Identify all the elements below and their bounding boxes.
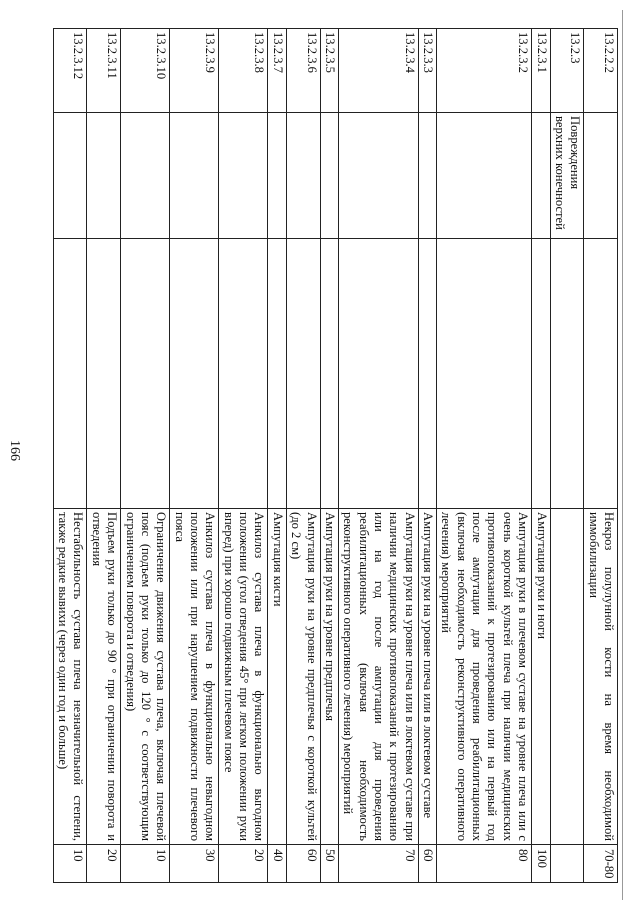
row-percent: 50 xyxy=(320,845,338,883)
row-blank xyxy=(338,239,418,509)
row-blank xyxy=(170,239,219,509)
row-category xyxy=(53,113,87,239)
page-number: 166 xyxy=(7,440,22,461)
row-category xyxy=(286,113,320,239)
row-percent: 70 xyxy=(338,845,418,883)
table-body xyxy=(53,29,617,883)
row-code: 13.2.3 xyxy=(550,29,584,113)
row-category xyxy=(418,113,436,239)
row-category xyxy=(121,113,170,239)
row-description: Подъем руки только до 90 ° при ограничении поворота и отведения xyxy=(87,509,121,845)
row-code: 13.2.3.7 xyxy=(268,29,286,113)
row-code: 13.2.3.10 xyxy=(121,29,170,113)
row-blank xyxy=(219,239,268,509)
row-blank xyxy=(584,239,618,509)
table-row xyxy=(418,29,436,883)
row-description: Некроз полулунной кости на время необходимой иммобилизации xyxy=(584,509,618,845)
row-blank xyxy=(320,239,338,509)
row-percent: 30 xyxy=(170,845,219,883)
row-description: Ампутация руки в плечевом суставе на уровне плеча или с очень короткой культей плеча при наличии медицинских противопоказаний к протезированию или на первый год после ампутации для проведения реабилитационных (включая необходимость реконструктивного оперативного лечения) мероприятий xyxy=(437,509,532,845)
row-blank xyxy=(550,239,584,509)
row-code: 13.2.3.8 xyxy=(219,29,268,113)
row-blank xyxy=(418,239,436,509)
row-code: 13.2.3.5 xyxy=(320,29,338,113)
row-category xyxy=(437,113,532,239)
row-description xyxy=(550,509,584,845)
row-description: Ампутация руки на уровне плеча или в локтевом суставе при наличии медицинских противопоказаний к протезированию или на год после ампутации для проведения реабилитационных (включая необходимость реконструктивного оперативного лечения) мероприятий xyxy=(338,509,418,845)
table-row xyxy=(121,29,170,883)
row-percent: 20 xyxy=(87,845,121,883)
row-blank xyxy=(268,239,286,509)
row-percent: 60 xyxy=(286,845,320,883)
table-row xyxy=(584,29,618,883)
row-blank xyxy=(87,239,121,509)
rotated-table-frame xyxy=(56,28,618,882)
row-category xyxy=(320,113,338,239)
row-category xyxy=(170,113,219,239)
row-code: 13.2.3.9 xyxy=(170,29,219,113)
row-blank xyxy=(121,239,170,509)
row-description: Ампутация руки на уровне плеча или в локтевом суставе xyxy=(418,509,436,845)
row-percent: 100 xyxy=(532,845,550,883)
row-category xyxy=(219,113,268,239)
row-blank xyxy=(437,239,532,509)
table-row xyxy=(219,29,268,883)
row-category xyxy=(268,113,286,239)
row-code: 13.2.3.11 xyxy=(87,29,121,113)
row-category xyxy=(532,113,550,239)
row-blank xyxy=(532,239,550,509)
row-blank xyxy=(286,239,320,509)
row-description: Анкилоз сустава плеча в функционально выгодном положении (угол отведения 45° при легком положении руки вперед) при хорошо подвижным плечевом поясе xyxy=(219,509,268,845)
row-percent: 40 xyxy=(268,845,286,883)
row-percent: 60 xyxy=(418,845,436,883)
row-percent xyxy=(550,845,584,883)
row-percent: 10 xyxy=(121,845,170,883)
row-category xyxy=(87,113,121,239)
table-row xyxy=(87,29,121,883)
row-blank xyxy=(53,239,87,509)
row-percent: 70-80 xyxy=(584,845,618,883)
row-percent: 80 xyxy=(437,845,532,883)
row-description: Ограничение движения сустава плеча, включая плечевой пояс (подъем руки только до 120 ° с соответствующим ограничением поворота и отведения) xyxy=(121,509,170,845)
table-row xyxy=(268,29,286,883)
row-category xyxy=(584,113,618,239)
table-row xyxy=(320,29,338,883)
row-description: Ампутация кисти xyxy=(268,509,286,845)
row-code: 13.2.3.2 xyxy=(437,29,532,113)
disability-table xyxy=(53,28,618,883)
row-code: 13.2.2.2 xyxy=(584,29,618,113)
table-row xyxy=(53,29,87,883)
table-row xyxy=(550,29,584,883)
row-description: Ампутация руки на уровне предплечья с короткой культей (до 2 см) xyxy=(286,509,320,845)
row-code: 13.2.3.12 xyxy=(53,29,87,113)
table-row xyxy=(170,29,219,883)
row-code: 13.2.3.6 xyxy=(286,29,320,113)
row-category: Повреждения верхних конечностей xyxy=(550,113,584,239)
table-row xyxy=(338,29,418,883)
table-row xyxy=(437,29,532,883)
row-description: Анкилоз сустава плеча в функционально невыгодном положении или при нарушением подвижности плечевого пояса xyxy=(170,509,219,845)
table-row xyxy=(286,29,320,883)
row-code: 13.2.3.3 xyxy=(418,29,436,113)
row-description: Ампутация руки и ноги xyxy=(532,509,550,845)
scan-edge-line xyxy=(622,10,623,900)
table-container xyxy=(56,28,618,882)
row-description: Нестабильность сустава плеча незначительной степени, также редкие вывихи (через один год и больше) xyxy=(53,509,87,845)
row-category xyxy=(338,113,418,239)
table-row xyxy=(532,29,550,883)
row-percent: 20 xyxy=(219,845,268,883)
row-percent: 10 xyxy=(53,845,87,883)
row-code: 13.2.3.1 xyxy=(532,29,550,113)
row-code: 13.2.3.4 xyxy=(338,29,418,113)
row-description: Ампутация руки на уровне предплечья xyxy=(320,509,338,845)
